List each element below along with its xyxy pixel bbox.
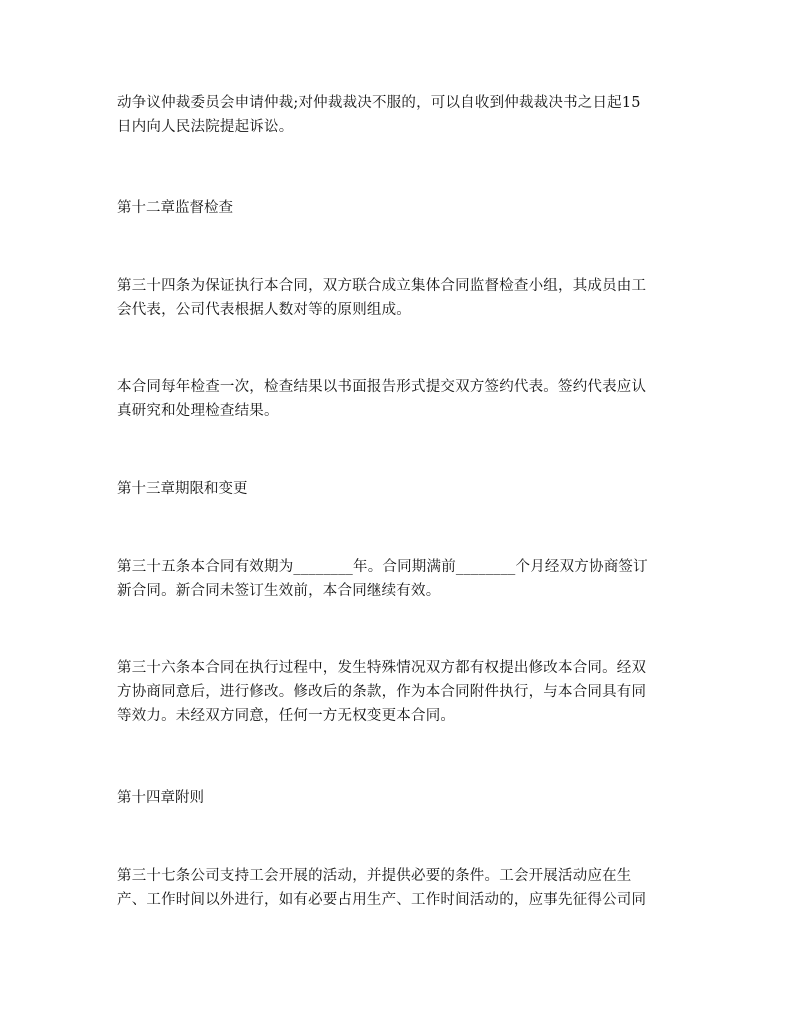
text-line: 第三十四条为保证执行本合同，双方联合成立集体合同监督检查小组，其成员由工 <box>117 278 647 294</box>
text-line: 会代表，公司代表根据人数对等的原则组成。 <box>117 302 411 318</box>
text-line: 动争议仲裁委员会申请仲裁;对仲裁裁决不服的，可以自收到仲裁裁决书之日起15 <box>117 95 641 111</box>
text-line: 日内向人民法院提起诉讼。 <box>117 119 294 135</box>
text-line: 本合同每年检查一次，检查结果以书面报告形式提交双方签约代表。签约代表应认 <box>117 379 647 395</box>
paragraph-article-36 <box>117 656 683 728</box>
text-line: 等效力。未经双方同意，任何一方无权变更本合同。 <box>117 708 456 724</box>
text-line: 第三十六条本合同在执行过程中，发生特殊情况双方都有权提出修改本合同。经双 <box>117 660 647 676</box>
text-line: 新合同。新合同未签订生效前，本合同继续有效。 <box>117 583 441 599</box>
chapter-heading-13: 第十三章期限和变更 <box>117 481 248 497</box>
chapter-heading-14: 第十四章附则 <box>117 790 204 806</box>
paragraph-article-34 <box>117 274 683 322</box>
text-line: 第三十七条公司支持工会开展的活动，并提供必要的条件。工会开展活动应在生 <box>117 868 632 884</box>
paragraph-article-37 <box>117 864 683 912</box>
paragraph-article-35 <box>117 555 683 603</box>
chapter-heading-12: 第十二章监督检查 <box>117 200 233 216</box>
text-line: 方协商同意后，进行修改。修改后的条款，作为本合同附件执行，与本合同具有同 <box>117 684 647 700</box>
text-line: 第三十五条本合同有效期为________年。合同期满前________个月经双方协商签订 <box>117 559 648 575</box>
text-line: 真研究和处理检查结果。 <box>117 403 279 419</box>
paragraph-arbitration <box>117 91 683 139</box>
text-line: 产、工作时间以外进行，如有必要占用生产、工作时间活动的，应事先征得公司同 <box>117 892 647 908</box>
paragraph-annual-inspection <box>117 375 683 423</box>
